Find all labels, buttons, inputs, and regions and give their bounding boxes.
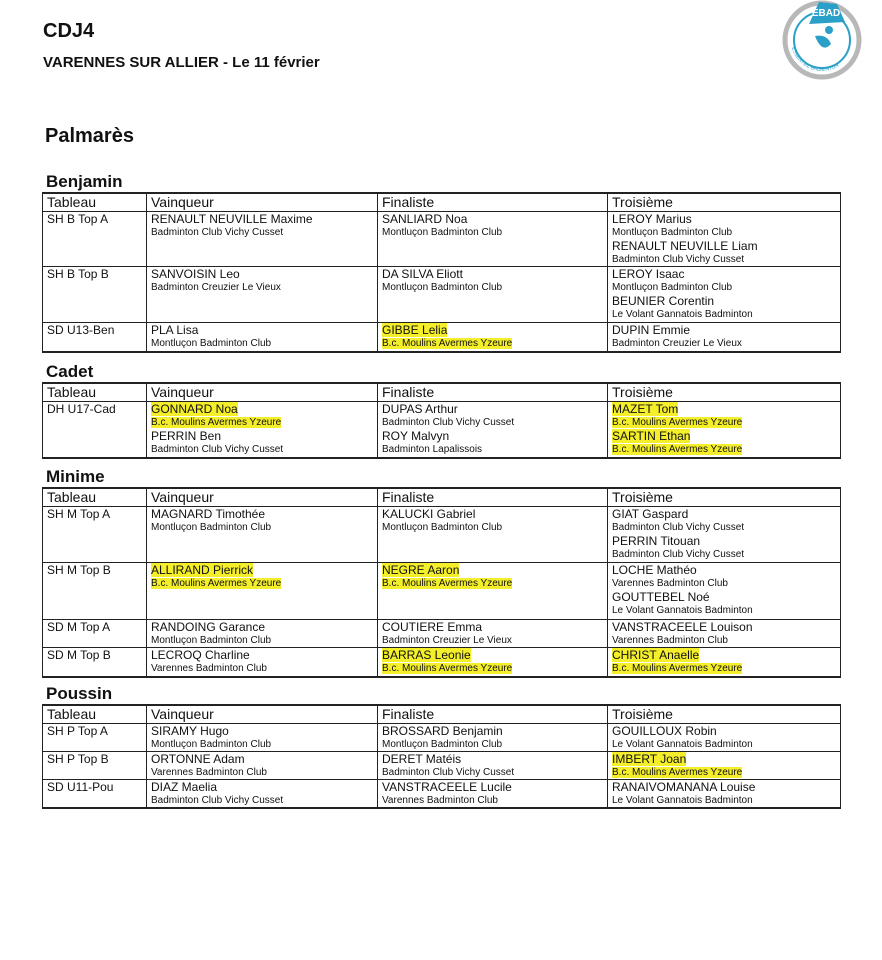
club-name-text: Le Volant Gannatois Badminton [612, 309, 753, 320]
player-name [382, 429, 603, 443]
club-name-text: Varennes Badminton Club [151, 767, 267, 778]
club-name [151, 281, 373, 294]
player-name [382, 402, 603, 416]
page-subtitle: VARENNES SUR ALLIER - Le 11 février [43, 54, 320, 71]
tableau-cell [43, 212, 147, 267]
column-header: Troisième [608, 383, 841, 402]
player-name [612, 267, 836, 281]
club-name [612, 634, 836, 647]
player-name [151, 620, 373, 634]
player-name [151, 563, 373, 577]
tableau-cell [43, 507, 147, 563]
finaliste-cell [378, 212, 608, 267]
tableau-cell [43, 620, 147, 648]
club-name-text: B.c. Moulins Avermes Yzeure [382, 663, 513, 674]
tableau-label: SH B Top B [47, 267, 109, 281]
vainqueur-cell [147, 267, 378, 323]
player-name-text: LECROQ Charline [151, 648, 250, 662]
club-name-text: B.c. Moulins Avermes Yzeure [382, 578, 513, 589]
club-name-text: Badminton Creuzier Le Vieux [612, 338, 742, 349]
table-row [43, 563, 841, 620]
tableau-cell [43, 267, 147, 323]
club-name-text: Montluçon Badminton Club [151, 522, 272, 533]
player-name-text: ROY Malvyn [382, 429, 450, 443]
troisieme-cell [608, 507, 841, 563]
player-name-text: MAGNARD Timothée [151, 507, 266, 521]
player-name [612, 620, 836, 634]
player-name-text: ALLIRAND Pierrick [151, 563, 254, 577]
club-name [382, 766, 603, 779]
club-name [612, 662, 836, 675]
troisieme-cell [608, 212, 841, 267]
table-row [43, 620, 841, 648]
table-header-row [43, 705, 841, 724]
club-name-text: Montluçon Badminton Club [151, 338, 272, 349]
player-name-text: RENAULT NEUVILLE Liam [612, 239, 758, 253]
club-name-text: Badminton Club Vichy Cusset [382, 767, 515, 778]
troisieme-cell [608, 563, 841, 620]
club-name [382, 281, 603, 294]
club-name [612, 443, 836, 456]
club-name [151, 738, 373, 751]
column-header: Tableau [43, 488, 147, 507]
player-name-text: DERET Matéis [382, 752, 462, 766]
vainqueur-cell [147, 648, 378, 677]
club-name-text: B.c. Moulins Avermes Yzeure [612, 663, 743, 674]
player-name-text: LEROY Marius [612, 212, 692, 226]
tableau-label: SD M Top A [47, 620, 111, 634]
table-header-row [43, 383, 841, 402]
column-header: Finaliste [378, 488, 608, 507]
section-title: Benjamin [46, 172, 123, 191]
troisieme-cell [608, 267, 841, 323]
club-name-text: B.c. Moulins Avermes Yzeure [151, 417, 282, 428]
club-name-text: Badminton Club Vichy Cusset [612, 549, 745, 560]
tableau-cell [43, 780, 147, 809]
tableau-label: SH B Top A [47, 212, 109, 226]
finaliste-cell [378, 323, 608, 352]
club-name-text: Montluçon Badminton Club [382, 739, 503, 750]
tableau-label: SH M Top A [47, 507, 111, 521]
player-name [612, 780, 836, 794]
club-name-text: B.c. Moulins Avermes Yzeure [151, 578, 282, 589]
player-name-text: RANDOING Garance [151, 620, 266, 634]
player-name [382, 563, 603, 577]
player-name-text: RENAULT NEUVILLE Maxime [151, 212, 313, 226]
player-name [382, 323, 603, 337]
table-row [43, 402, 841, 458]
player-name [151, 402, 373, 416]
player-name-text: NEGRE Aaron [382, 563, 460, 577]
player-name-text: SANLIARD Noa [382, 212, 468, 226]
player-name [382, 780, 603, 794]
player-name-text: VANSTRACEELE Louison [612, 620, 753, 634]
table-header-row [43, 193, 841, 212]
player-name-text: DIAZ Maelia [151, 780, 218, 794]
table-row [43, 212, 841, 267]
club-name-text: Montluçon Badminton Club [612, 282, 733, 293]
finaliste-cell [378, 507, 608, 563]
player-name [612, 402, 836, 416]
club-name-text: Varennes Badminton Club [382, 795, 498, 806]
player-name [382, 507, 603, 521]
finaliste-cell [378, 780, 608, 809]
club-name [382, 577, 603, 590]
logo-text-top: EBAD [811, 8, 841, 19]
section-title: Minime [46, 467, 105, 486]
player-name [151, 507, 373, 521]
club-name [382, 416, 603, 429]
player-name-text: PLA Lisa [151, 323, 199, 337]
player-name [151, 780, 373, 794]
player-name-text: DUPIN Emmie [612, 323, 691, 337]
column-header: Finaliste [378, 383, 608, 402]
player-name [612, 323, 836, 337]
player-name-text: LEROY Isaac [612, 267, 685, 281]
player-name [612, 752, 836, 766]
column-header: Finaliste [378, 705, 608, 724]
club-name [382, 443, 603, 456]
club-name [612, 337, 836, 350]
section-benjamin [42, 172, 840, 353]
club-name [612, 738, 836, 751]
tableau-label: SD U11-Pou [47, 780, 114, 794]
column-header: Vainqueur [147, 193, 378, 212]
results-table [42, 487, 841, 678]
column-header: Tableau [43, 193, 147, 212]
table-row [43, 648, 841, 677]
player-name-text: GOUTTEBEL Noé [612, 590, 710, 604]
club-name-text: Varennes Badminton Club [612, 578, 728, 589]
club-name-text: Montluçon Badminton Club [151, 739, 272, 750]
player-name [612, 429, 836, 443]
player-name-text: RANAIVOMANANA Louise [612, 780, 756, 794]
finaliste-cell [378, 724, 608, 752]
player-name-text: GIAT Gaspard [612, 507, 689, 521]
finaliste-cell [378, 267, 608, 323]
club-name [612, 308, 836, 321]
player-name-text: VANSTRACEELE Lucile [382, 780, 512, 794]
vainqueur-cell [147, 402, 378, 458]
player-name [612, 648, 836, 662]
section-poussin [42, 684, 840, 809]
club-name-text: B.c. Moulins Avermes Yzeure [612, 417, 743, 428]
player-name [612, 294, 836, 308]
column-header: Vainqueur [147, 383, 378, 402]
table-row [43, 780, 841, 809]
player-name [151, 323, 373, 337]
club-name [612, 548, 836, 561]
club-name [151, 794, 373, 807]
club-name-text: Badminton Creuzier Le Vieux [382, 635, 512, 646]
vainqueur-cell [147, 752, 378, 780]
club-name-text: Badminton Creuzier Le Vieux [151, 282, 281, 293]
finaliste-cell [378, 752, 608, 780]
finaliste-cell [378, 648, 608, 677]
results-table [42, 382, 841, 459]
club-name-text: Montluçon Badminton Club [382, 227, 503, 238]
club-name [151, 577, 373, 590]
club-name [151, 634, 373, 647]
tableau-label: SH P Top A [47, 724, 108, 738]
player-name-text: BARRAS Leonie [382, 648, 471, 662]
tableau-cell [43, 323, 147, 352]
club-name [612, 416, 836, 429]
troisieme-cell [608, 724, 841, 752]
club-name [612, 521, 836, 534]
section-cadet [42, 362, 840, 459]
player-name-text: COUTIERE Emma [382, 620, 483, 634]
club-name-text: B.c. Moulins Avermes Yzeure [382, 338, 513, 349]
club-name-text: Montluçon Badminton Club [382, 522, 503, 533]
player-name [612, 563, 836, 577]
club-name [612, 766, 836, 779]
column-header: Vainqueur [147, 488, 378, 507]
table-row [43, 323, 841, 352]
club-name-text: Montluçon Badminton Club [151, 635, 272, 646]
player-name [382, 267, 603, 281]
vainqueur-cell [147, 507, 378, 563]
club-name-text: Badminton Club Vichy Cusset [382, 417, 515, 428]
troisieme-cell [608, 648, 841, 677]
finaliste-cell [378, 620, 608, 648]
page-title: CDJ4 [43, 20, 95, 42]
tableau-label: SH P Top B [47, 752, 109, 766]
player-name [612, 507, 836, 521]
player-name [151, 752, 373, 766]
club-name [382, 634, 603, 647]
player-name [612, 534, 836, 548]
club-name [151, 521, 373, 534]
finaliste-cell [378, 563, 608, 620]
player-name [612, 724, 836, 738]
club-name [382, 738, 603, 751]
club-name [151, 662, 373, 675]
tableau-cell [43, 752, 147, 780]
club-name-text: Montluçon Badminton Club [612, 227, 733, 238]
player-name-text: GOUILLOUX Robin [612, 724, 717, 738]
club-name [151, 337, 373, 350]
vainqueur-cell [147, 724, 378, 752]
player-name-text: DUPAS Arthur [382, 402, 458, 416]
club-name [612, 226, 836, 239]
table-header-row [43, 488, 841, 507]
player-name-text: GONNARD Noa [151, 402, 238, 416]
club-name-text: B.c. Moulins Avermes Yzeure [612, 767, 743, 778]
section-heading: Palmarès [45, 125, 134, 147]
player-name [612, 239, 836, 253]
player-name [382, 752, 603, 766]
table-row [43, 752, 841, 780]
club-name-text: Montluçon Badminton Club [382, 282, 503, 293]
club-name [612, 604, 836, 617]
player-name-text: SANVOISIN Leo [151, 267, 240, 281]
results-table [42, 704, 841, 809]
player-name [612, 212, 836, 226]
club-name [151, 226, 373, 239]
club-name [151, 443, 373, 456]
player-name-text: KALUCKI Gabriel [382, 507, 476, 521]
club-name-text: Le Volant Gannatois Badminton [612, 605, 753, 616]
tableau-cell [43, 724, 147, 752]
vainqueur-cell [147, 563, 378, 620]
tableau-cell [43, 563, 147, 620]
vainqueur-cell [147, 323, 378, 352]
section-title: Cadet [46, 362, 94, 381]
tableau-label: SH M Top B [47, 563, 111, 577]
vainqueur-cell [147, 780, 378, 809]
player-name-text: SARTIN Ethan [612, 429, 691, 443]
ebad-logo [779, 0, 865, 80]
club-name [612, 253, 836, 266]
player-name [382, 724, 603, 738]
player-name-text: GIBBE Lelia [382, 323, 448, 337]
player-name [382, 648, 603, 662]
club-name [612, 281, 836, 294]
column-header: Finaliste [378, 193, 608, 212]
player-name [151, 648, 373, 662]
player-name-text: PERRIN Titouan [612, 534, 701, 548]
section-minime [42, 467, 840, 678]
player-name-text: BEUNIER Corentin [612, 294, 715, 308]
club-name-text: Le Volant Gannatois Badminton [612, 739, 753, 750]
troisieme-cell [608, 780, 841, 809]
player-name [151, 724, 373, 738]
tableau-label: SD U13-Ben [47, 323, 115, 337]
player-name-text: ORTONNE Adam [151, 752, 245, 766]
club-name-text: Badminton Club Vichy Cusset [151, 227, 284, 238]
tableau-cell [43, 402, 147, 458]
player-name-text: SIRAMY Hugo [151, 724, 229, 738]
column-header: Troisième [608, 705, 841, 724]
player-name-text: DA SILVA Eliott [382, 267, 463, 281]
column-header: Vainqueur [147, 705, 378, 724]
club-name-text: Varennes Badminton Club [612, 635, 728, 646]
troisieme-cell [608, 752, 841, 780]
column-header: Tableau [43, 705, 147, 724]
player-name-text: MAZET Tom [612, 402, 679, 416]
table-row [43, 724, 841, 752]
club-name-text: Varennes Badminton Club [151, 663, 267, 674]
troisieme-cell [608, 620, 841, 648]
club-name [151, 766, 373, 779]
player-name-text: PERRIN Ben [151, 429, 222, 443]
troisieme-cell [608, 323, 841, 352]
tableau-label: SD M Top B [47, 648, 111, 662]
player-name-text: CHRIST Anaelle [612, 648, 700, 662]
table-row [43, 507, 841, 563]
logo-text-ring: ESSENTIEL BADMINTON [790, 46, 840, 74]
club-name-text: Badminton Club Vichy Cusset [612, 522, 745, 533]
tableau-cell [43, 648, 147, 677]
club-name-text: Badminton Club Vichy Cusset [151, 795, 284, 806]
player-name [151, 429, 373, 443]
club-name [382, 337, 603, 350]
table-row [43, 267, 841, 323]
finaliste-cell [378, 402, 608, 458]
troisieme-cell [608, 402, 841, 458]
club-name [382, 794, 603, 807]
player-name-text: LOCHE Mathéo [612, 563, 697, 577]
club-name-text: B.c. Moulins Avermes Yzeure [612, 444, 743, 455]
tableau-label: DH U17-Cad [47, 402, 116, 416]
column-header: Troisième [608, 488, 841, 507]
column-header: Tableau [43, 383, 147, 402]
column-header: Troisième [608, 193, 841, 212]
player-name-text: IMBERT Joan [612, 752, 687, 766]
club-name-text: Badminton Club Vichy Cusset [151, 444, 284, 455]
vainqueur-cell [147, 212, 378, 267]
section-title: Poussin [46, 684, 113, 703]
player-name-text: BROSSARD Benjamin [382, 724, 503, 738]
club-name [151, 416, 373, 429]
results-table [42, 192, 841, 353]
club-name [382, 662, 603, 675]
player-name [382, 212, 603, 226]
player-name [151, 212, 373, 226]
club-name-text: Badminton Club Vichy Cusset [612, 254, 745, 265]
club-name [612, 577, 836, 590]
player-name [612, 590, 836, 604]
player-name [382, 620, 603, 634]
club-name [612, 794, 836, 807]
vainqueur-cell [147, 620, 378, 648]
club-name-text: Le Volant Gannatois Badminton [612, 795, 753, 806]
club-name-text: Badminton Lapalissois [382, 444, 483, 455]
club-name [382, 226, 603, 239]
club-name [382, 521, 603, 534]
player-name [151, 267, 373, 281]
